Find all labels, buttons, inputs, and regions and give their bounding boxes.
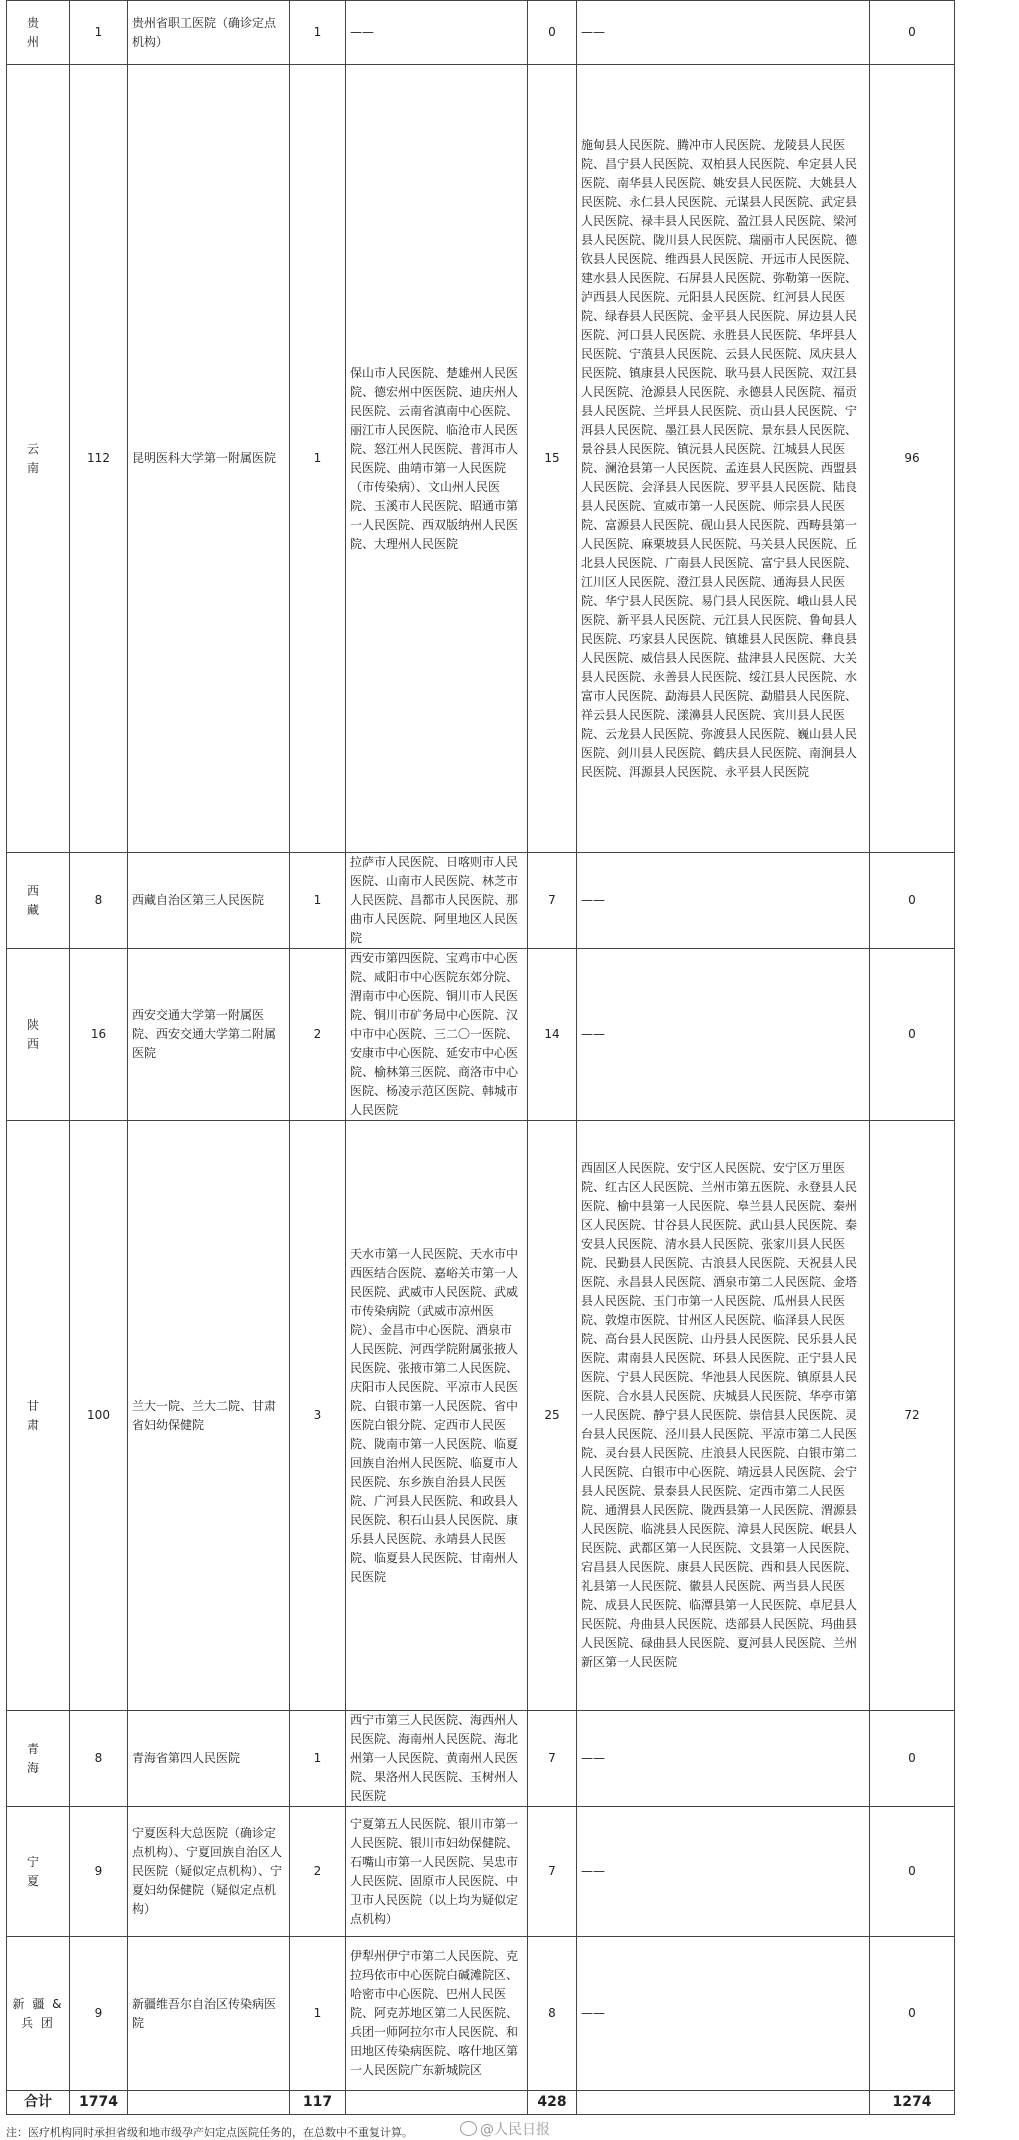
total-designated-count: 117 — [290, 2091, 346, 2115]
county-count-cell: 0 — [870, 1, 955, 65]
backup-count-cell: 0 — [528, 1, 577, 65]
county-cell: 施甸县人民医院、腾冲市人民医院、龙陵县人民医院、昌宁县人民医院、双柏县人民医院、牟定县人民医院、南华县人民医院、姚安县人民医院、大姚县人民医院、永仁县人民医院、元谋县人民医院、武定县人民医院、禄丰县人民医院、盈江县人民医院、梁河县人民医院、陇川县人民医院、瑞丽市人民医院、德钦县人民医院、维西县人民医院、开远市人民医院、建水县人民医院、石屏县人民医院、弥勒第一医院、泸西县人民医院、元阳县人民医院、红河县人民医院、绿春县人民医院、金平县人民医院、屏边县人民医院、河口县人民医院、永胜县人民医院、华坪县人民医院、宁蒗县人民医院、云县人民医院、凤庆县人民医院、镇康县人民医院、耿马县人民医院、双江县人民医院、沧源县人民医院、永德县人民医院、福贡县人民医院、兰坪县人民医院、贡山县人民医院、宁洱县人民医院、墨江县人民医院、景东县人民医院、景谷县人民医院、镇沅县人民医院、江城县人民医院、澜沧县第一人民医院、孟连县人民医院、西盟县人民医院、会泽县人民医院、罗平县人民医院、陆良县人民医院、宣威市第一人民医院、师宗县人民医院、富源县人民医院、砚山县人民医院、西畴县第一人民医院、麻栗坡县人民医院、马关县人民医院、丘北县人民医院、广南县人民医院、富宁县人民医院、江川区人民医院、澄江县人民医院、通海县人民医院、华宁县人民医院、易门县人民医院、峨山县人民医院、新平县人民医院、元江县人民医院、鲁甸县人民医院、巧家县人民医院、镇雄县人民医院、彝良县人民医院、威信县人民医院、盐津县人民医院、大关县人民医院、永善县人民医院、绥江县人民医院、水富市人民医院、勐海县人民医院、勐腊县人民医院、祥云县人民医院、漾濞县人民医院、宾川县人民医院、云龙县人民医院、弥渡县人民医院、巍山县人民医院、剑川县人民医院、鹤庆县人民医院、南涧县人民医院、洱源县人民医院、永平县人民医院 — [577, 65, 870, 853]
count-cell: 8 — [70, 853, 128, 949]
designated-cell: 贵州省职工医院（确诊定点机构） — [128, 1, 290, 65]
county-count-cell: 0 — [870, 949, 955, 1121]
designated-count-cell: 1 — [290, 1711, 346, 1807]
empty-cell — [128, 2091, 290, 2115]
county-cell: —— — [577, 1937, 870, 2091]
table-row-guizhou — [7, 1, 955, 65]
table-row-gansu — [7, 1121, 955, 1711]
backup-count-cell: 8 — [528, 1937, 577, 2091]
designated-cell: 昆明医科大学第一附属医院 — [128, 65, 290, 853]
province-cell: 新 疆 & 兵 团 — [7, 1937, 70, 2091]
backup-cell: 保山市人民医院、楚雄州人民医院、德宏州中医医院、迪庆州人民医院、云南省滇南中心医院、丽江市人民医院、临沧市人民医院、怒江州人民医院、普洱市人民医院、曲靖市第一人民医院（市传染病）、文山州人民医院、玉溪市人民医院、昭通市第一人民医院、西双版纳州人民医院、大理州人民医院 — [346, 65, 528, 853]
hospital-table — [6, 0, 955, 2115]
table-row-total — [7, 2091, 955, 2115]
province-cell: 陕 西 — [7, 949, 70, 1121]
designated-cell: 兰大一院、兰大二院、甘肃省妇幼保健院 — [128, 1121, 290, 1711]
backup-count-cell: 7 — [528, 1807, 577, 1937]
county-cell: —— — [577, 853, 870, 949]
designated-cell: 西藏自治区第三人民医院 — [128, 853, 290, 949]
designated-count-cell: 2 — [290, 949, 346, 1121]
designated-cell: 西安交通大学第一附属医院、西安交通大学第二附属医院 — [128, 949, 290, 1121]
backup-cell: 伊犁州伊宁市第二人民医院、克拉玛依市中心医院白碱滩院区、哈密市中心医院、巴州人民医院、阿克苏地区第二人民医院、兵团一师阿拉尔市人民医院、和田地区传染病医院、喀什地区第一人民医院广东新城院区 — [346, 1937, 528, 2091]
table-row-ningxia — [7, 1807, 955, 1937]
designated-count-cell: 1 — [290, 65, 346, 853]
backup-cell: 天水市第一人民医院、天水市中西医结合医院、嘉峪关市第一人民医院、武威市人民医院、武威市传染病院（武威市凉州医院）、金昌市中心医院、酒泉市人民医院、河西学院附属张掖人民医院、张掖市第二人民医院、庆阳市人民医院、平凉市人民医院、白银市第一人民医院、省中医院白银分院、定西市人民医院、陇南市第一人民医院、临夏回族自治州人民医院、临夏市人民医院、东乡族自治县人民医院、广河县人民医院、和政县人民医院、积石山县人民医院、康乐县人民医院、永靖县人民医院、临夏县人民医院、甘南州人民医院 — [346, 1121, 528, 1711]
county-cell: —— — [577, 1711, 870, 1807]
designated-count-cell: 3 — [290, 1121, 346, 1711]
county-cell: —— — [577, 1807, 870, 1937]
province-cell: 甘 肃 — [7, 1121, 70, 1711]
backup-cell: 西宁市第三人民医院、海西州人民医院、海南州人民医院、海北州第一人民医院、黄南州人民医院、果洛州人民医院、玉树州人民医院 — [346, 1711, 528, 1807]
backup-count-cell: 14 — [528, 949, 577, 1121]
watermark-text: @人民日报 — [480, 2122, 550, 2138]
backup-count-cell: 7 — [528, 1711, 577, 1807]
table-row-xinjiang — [7, 1937, 955, 2091]
count-cell: 100 — [70, 1121, 128, 1711]
county-cell: 西固区人民医院、安宁区人民医院、安宁区万里医院、红古区人民医院、兰州市第五医院、永登县人民医院、榆中县第一人民医院、皋兰县人民医院、秦州区人民医院、甘谷县人民医院、武山县人民医院、秦安县人民医院、清水县人民医院、张家川县人民医院、民勤县人民医院、古浪县人民医院、天祝县人民医院、永昌县人民医院、酒泉市第二人民医院、金塔县人民医院、玉门市第一人民医院、瓜州县人民医院、敦煌市医院、甘州区人民医院、临泽县人民医院、高台县人民医院、山丹县人民医院、民乐县人民医院、肃南县人民医院、环县人民医院、正宁县人民医院、宁县人民医院、华池县人民医院、镇原县人民医院、合水县人民医院、庆城县人民医院、华亭市第一人民医院、静宁县人民医院、崇信县人民医院、灵台县人民医院、泾川县人民医院、平凉市第二人民医院、灵台县人民医院、庄浪县人民医院、白银市第二人民医院、白银市中心医院、靖远县人民医院、会宁县人民医院、景泰县人民医院、定西市第二人民医院、通渭县人民医院、陇西县第一人民医院、渭源县人民医院、临洮县人民医院、漳县人民医院、岷县人民医院、武都区第一人民医院、文县第一人民医院、宕昌县人民医院、康县人民医院、西和县人民医院、礼县第一人民医院、徽县人民医院、两当县人民医院、成县人民医院、临潭县第一人民医院、卓尼县人民医院、舟曲县人民医院、迭部县人民医院、玛曲县人民医院、碌曲县人民医院、夏河县人民医院、兰州新区第一人民医院 — [577, 1121, 870, 1711]
backup-cell: 西安市第四医院、宝鸡市中心医院、咸阳市中心医院东郊分院、渭南市中心医院、铜川市人民医院、铜川市矿务局中心医院、汉中市中心医院、三二〇一医院、安康市中心医院、延安市中心医院、榆林第三医院、商洛市中心医院、杨凌示范区医院、韩城市人民医院 — [346, 949, 528, 1121]
county-count-cell: 0 — [870, 1711, 955, 1807]
province-cell: 宁 夏 — [7, 1807, 70, 1937]
backup-cell: —— — [346, 1, 528, 65]
total-label: 合计 — [7, 2091, 70, 2115]
designated-count-cell: 1 — [290, 1937, 346, 2091]
total-count: 1774 — [70, 2091, 128, 2115]
county-cell: —— — [577, 949, 870, 1121]
county-count-cell: 0 — [870, 1937, 955, 2091]
table-row-qinghai — [7, 1711, 955, 1807]
designated-count-cell: 1 — [290, 853, 346, 949]
county-count-cell: 0 — [870, 853, 955, 949]
designated-cell: 宁夏医科大总医院（确诊定点机构）、宁夏回族自治区人民医院（疑似定点机构）、宁夏妇幼保健院（疑似定点机构） — [128, 1807, 290, 1937]
backup-count-cell: 25 — [528, 1121, 577, 1711]
backup-count-cell: 7 — [528, 853, 577, 949]
table-row-yunnan — [7, 65, 955, 853]
count-cell: 1 — [70, 1, 128, 65]
county-count-cell: 72 — [870, 1121, 955, 1711]
backup-count-cell: 15 — [528, 65, 577, 853]
watermark — [460, 2121, 550, 2137]
designated-count-cell: 2 — [290, 1807, 346, 1937]
province-cell: 贵 州 — [7, 1, 70, 65]
county-count-cell: 96 — [870, 65, 955, 853]
backup-cell: 宁夏第五人民医院、银川市第一人民医院、银川市妇幼保健院、石嘴山市第一人民医院、吴忠市人民医院、固原市人民医院、中卫市人民医院（以上均为疑似定点机构） — [346, 1807, 528, 1937]
count-cell: 112 — [70, 65, 128, 853]
empty-cell — [577, 2091, 870, 2115]
count-cell: 16 — [70, 949, 128, 1121]
total-backup-count: 428 — [528, 2091, 577, 2115]
table-row-tibet — [7, 853, 955, 949]
designated-cell: 新疆维吾尔自治区传染病医院 — [128, 1937, 290, 2091]
footnote: 注：医疗机构同时承担省级和地市级孕产妇定点医院任务的，在总数中不重复计算。 — [6, 2126, 413, 2139]
total-county-count: 1274 — [870, 2091, 955, 2115]
designated-cell: 青海省第四人民医院 — [128, 1711, 290, 1807]
backup-cell: 拉萨市人民医院、日喀则市人民医院、山南市人民医院、林芝市人民医院、昌都市人民医院、那曲市人民医院、阿里地区人民医院 — [346, 853, 528, 949]
province-cell: 西 藏 — [7, 853, 70, 949]
weibo-icon — [460, 2121, 477, 2136]
province-cell: 云 南 — [7, 65, 70, 853]
county-cell: —— — [577, 1, 870, 65]
count-cell: 9 — [70, 1937, 128, 2091]
table-row-shaanxi — [7, 949, 955, 1121]
count-cell: 8 — [70, 1711, 128, 1807]
empty-cell — [346, 2091, 528, 2115]
designated-count-cell: 1 — [290, 1, 346, 65]
province-cell: 青 海 — [7, 1711, 70, 1807]
county-count-cell: 0 — [870, 1807, 955, 1937]
count-cell: 9 — [70, 1807, 128, 1937]
